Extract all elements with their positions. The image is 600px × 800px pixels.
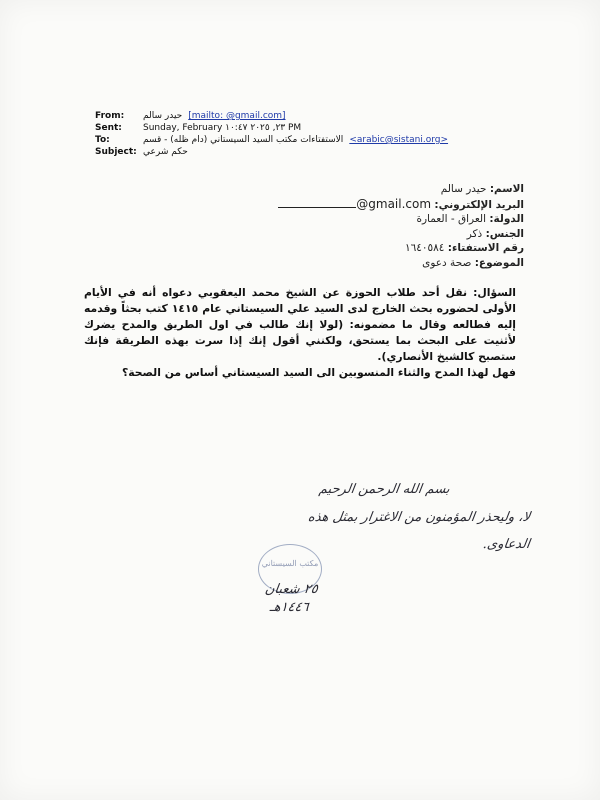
handwritten-answer [150,482,530,632]
email-line [278,197,431,213]
sent-label: Sent: [95,123,122,133]
topic-label: الموضوع: [474,256,524,269]
number-row [244,241,524,256]
name-label: الاسم: [489,183,524,195]
topic-row [244,256,524,271]
stamp-text: مكتب السيستاني [261,559,319,568]
gender-row [244,227,524,242]
subject-value: حكم شرعي [143,147,188,157]
answer-line-2: لا، وليحذر المؤمنون من الاغترار بمثل هذه [306,510,532,525]
email-header [95,110,449,158]
name-value: حيدر سالم [440,183,487,195]
country-row [244,212,524,227]
email-row [244,197,524,213]
country-value: العراق - العمارة [416,213,486,225]
from-row [95,110,425,122]
answer-line-3: الدعاوى. [482,537,532,552]
email-value: @gmail.com [356,196,432,211]
answer-date-year: ١٤٤٦هـ [268,600,310,615]
question-paragraph-1: السؤال: نقل أحد طلاب الحوزة عن الشيخ محمد اليعقوبي دعواه أنه في الأيام الأولى لحضوره بحث الخارج لدى السيد علي السيستاني عام ١٤١٥ كتب بحثاً وقدمه إليه فطالعه وقال ما مضمونه: (لولا إنك طالب في اول الطريق والمدح يضرك لأثنيت على البحث بما يستحق، ولكنني أقول إنك إذا سرت بهذه الطريقة فإنك ستصبح كالشيخ الأنصاري). [84,286,516,363]
to-row [95,134,449,146]
gender-value: ذكر [466,227,483,240]
question-text [84,285,516,381]
sent-row [95,122,425,134]
sent-value: Sunday, February ٢٣, ٢٠٢٥ ١٠:٤٧ PM [143,123,302,133]
number-value: ١٦٤٠٥٨٤ [404,242,445,254]
country-label: الدولة: [489,213,524,225]
to-email-link[interactable]: <arabic@sistani.org> [349,135,449,145]
topic-value: صحة دعوى [422,256,472,269]
to-label: To: [95,135,110,145]
number-label: رقم الاستفتاء: [447,242,524,254]
subject-row [95,146,425,158]
subject-label: Subject: [95,147,137,157]
to-value: الاستفتاءات مكتب السيد السيستاني (دام ظله) - قسم [143,135,344,145]
question-paragraph-2: فهل لهذا المدح والثناء المنسوبين الى السيد السيستاني أساس من الصحة؟ [121,366,516,379]
answer-basmala: بسم الله الرحمن الرحيم [318,482,452,497]
from-label: From: [95,111,125,121]
from-name: حيدر سالم [143,111,183,121]
answer-date-day: ٢٥ شعبان [263,582,319,597]
gender-label: الجنس: [485,227,524,240]
name-row [244,182,524,197]
request-fields [244,182,524,270]
email-label: البريد الإلكتروني: [434,198,524,211]
email-blank [278,197,356,208]
from-mailto-link[interactable]: [mailto: @gmail.com] [188,111,286,121]
